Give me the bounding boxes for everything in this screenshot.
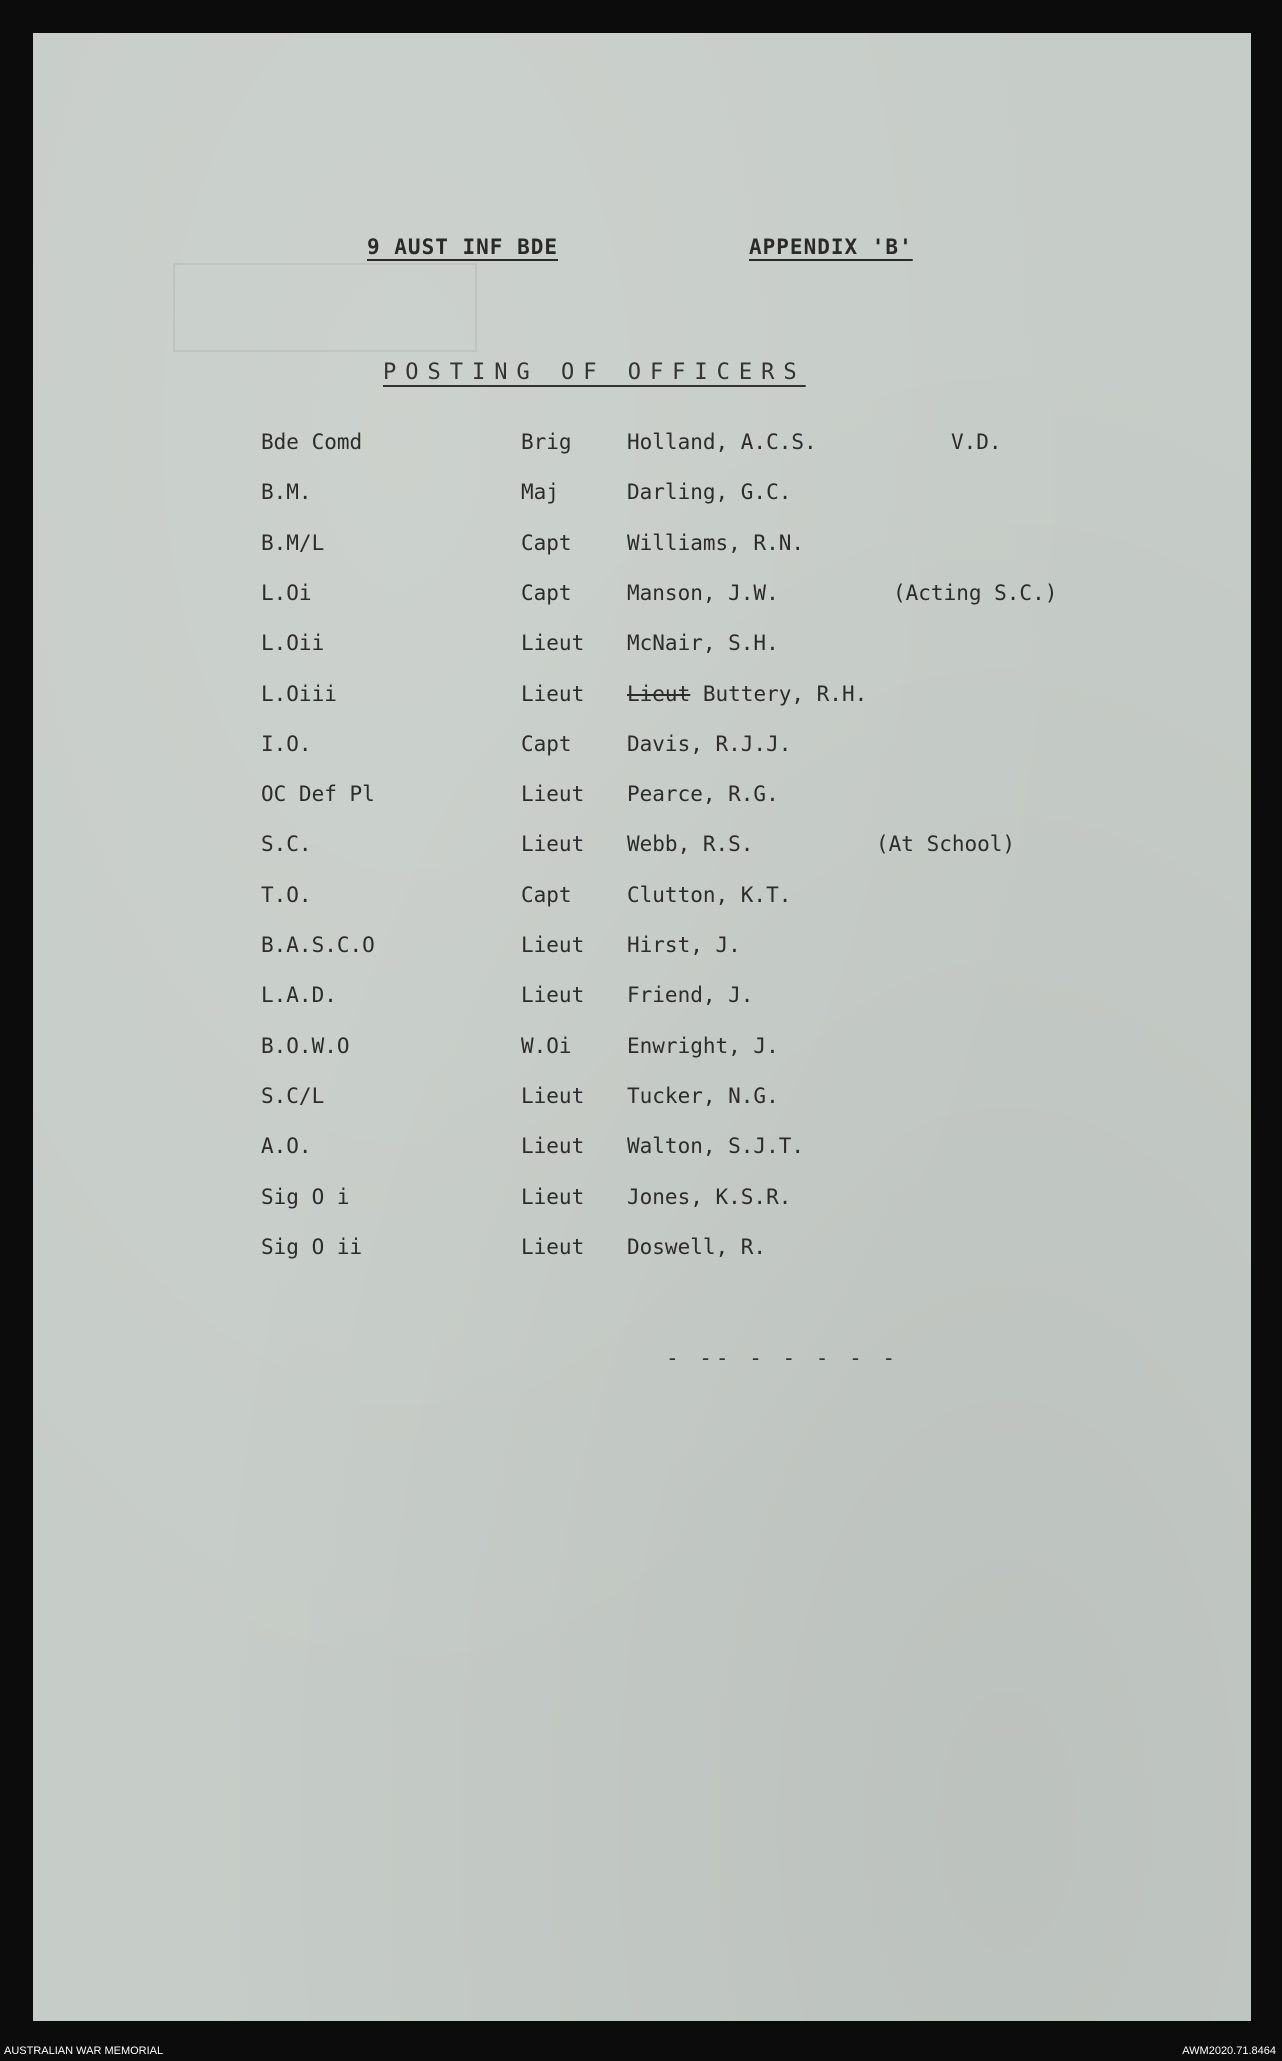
appointment: L.Oiii — [261, 682, 337, 706]
officer-name: Darling, G.C. — [627, 480, 792, 504]
appointment: B.O.W.O — [261, 1034, 350, 1058]
posting-row — [33, 1084, 1251, 1124]
officer-name: Davis, R.J.J. — [627, 732, 792, 756]
appointment: L.A.D. — [261, 983, 337, 1007]
posting-note: (At School) — [876, 832, 1016, 856]
officer-name: Walton, S.J.T. — [627, 1134, 805, 1158]
appointment: B.M/L — [261, 531, 325, 555]
posting-row — [33, 581, 1251, 621]
posting-row — [33, 1235, 1251, 1275]
rank: Lieut — [521, 832, 585, 856]
officer-name: Friend, J. — [627, 983, 754, 1007]
posting-note: V.D. — [951, 430, 1002, 454]
rank: Capt — [521, 732, 572, 756]
appointment: S.C/L — [261, 1084, 325, 1108]
officer-name: Webb, R.S. — [627, 832, 754, 856]
officer-name: Pearce, R.G. — [627, 782, 779, 806]
appointment: B.A.S.C.O — [261, 933, 375, 957]
posting-row — [33, 1185, 1251, 1225]
rank: Lieut — [521, 1235, 585, 1259]
rank: Capt — [521, 883, 572, 907]
rank: Capt — [521, 531, 572, 555]
rank: Lieut — [521, 983, 585, 1007]
officer-name: McNair, S.H. — [627, 631, 779, 655]
posting-row — [33, 832, 1251, 872]
rank: W.Oi — [521, 1034, 572, 1058]
officer-name: Doswell, R. — [627, 1235, 767, 1259]
posting-row — [33, 682, 1251, 722]
rank: Lieut — [521, 933, 585, 957]
officer-name: Jones, K.S.R. — [627, 1185, 792, 1209]
appointment: Sig O i — [261, 1185, 350, 1209]
footer-credit: AUSTRALIAN WAR MEMORIAL — [4, 2045, 164, 2057]
officer-name — [627, 682, 867, 706]
posting-row — [33, 480, 1251, 520]
officer-name: Holland, A.C.S. — [627, 430, 817, 454]
footer-accession: AWM2020.71.8464 — [1182, 2045, 1276, 2057]
unit-heading: 9 AUST INF BDE — [367, 235, 559, 259]
posting-row — [33, 531, 1251, 571]
appointment: OC Def Pl — [261, 782, 375, 806]
end-mark: - -- - - - - - — [666, 1346, 900, 1370]
rank: Lieut — [521, 682, 585, 706]
posting-row — [33, 883, 1251, 923]
officer-name: Manson, J.W. — [627, 581, 779, 605]
rank: Maj — [521, 480, 559, 504]
document-title: POSTING OF OFFICERS — [383, 360, 806, 385]
rank: Capt — [521, 581, 572, 605]
faint-stamp-impression — [173, 263, 477, 352]
appendix-heading: APPENDIX 'B' — [749, 235, 913, 259]
officer-name: Hirst, J. — [627, 933, 741, 957]
posting-row — [33, 631, 1251, 671]
appointment: Sig O ii — [261, 1235, 363, 1259]
posting-row — [33, 1034, 1251, 1074]
rank: Lieut — [521, 1084, 585, 1108]
appointment: T.O. — [261, 883, 312, 907]
posting-note: (Acting S.C.) — [893, 581, 1058, 605]
appointment: L.Oi — [261, 581, 312, 605]
appointment: B.M. — [261, 480, 312, 504]
rank: Lieut — [521, 631, 585, 655]
appointment: Bde Comd — [261, 430, 363, 454]
posting-row — [33, 782, 1251, 822]
posting-row — [33, 430, 1251, 470]
officer-name: Enwright, J. — [627, 1034, 779, 1058]
document-page — [33, 33, 1251, 2021]
rank: Brig — [521, 430, 572, 454]
appointment: S.C. — [261, 832, 312, 856]
struck-out-rank: Lieut — [627, 682, 691, 706]
posting-row — [33, 933, 1251, 973]
appointment: A.O. — [261, 1134, 312, 1158]
officer-name: Tucker, N.G. — [627, 1084, 779, 1108]
appointment: L.Oii — [261, 631, 325, 655]
rank: Lieut — [521, 1134, 585, 1158]
posting-row — [33, 1134, 1251, 1174]
posting-row — [33, 983, 1251, 1023]
officer-name: Williams, R.N. — [627, 531, 805, 555]
officer-name: Clutton, K.T. — [627, 883, 792, 907]
rank: Lieut — [521, 1185, 585, 1209]
appointment: I.O. — [261, 732, 312, 756]
rank: Lieut — [521, 782, 585, 806]
posting-row — [33, 732, 1251, 772]
officer-name-text: Buttery, R.H. — [702, 682, 868, 706]
